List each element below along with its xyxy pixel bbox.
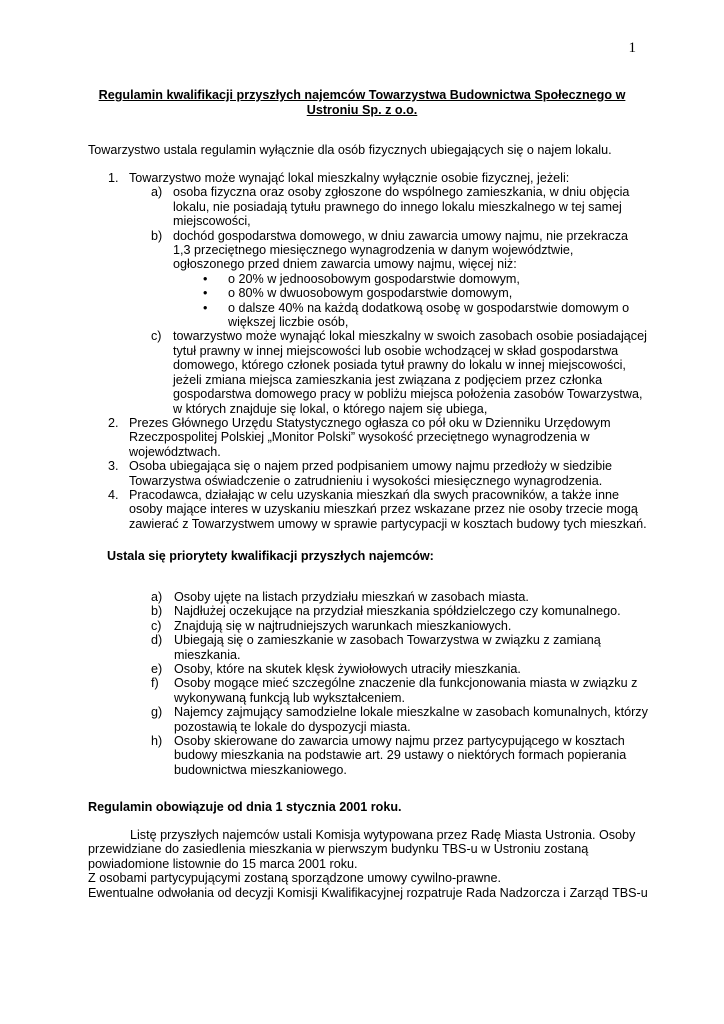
sub-item-c bbox=[88, 329, 648, 415]
priority-text: Osoby mogące mieć szczególne znaczenie dla funkcjonowania miasta w związku z wykonywaną funkcją lub wykształceniem. bbox=[174, 676, 638, 705]
list-item bbox=[88, 488, 648, 531]
list-item bbox=[88, 676, 648, 705]
item-text: Towarzystwo może wynająć lokal mieszkalny wyłącznie osobie fizycznej, jeżeli: bbox=[129, 171, 570, 185]
bullet-item bbox=[88, 286, 648, 300]
priority-text: Ubiegają się o zamieszkanie w zasobach Towarzystwa w związku z zamianą mieszkania. bbox=[174, 633, 601, 662]
list-item bbox=[88, 459, 648, 488]
list-item bbox=[88, 633, 648, 662]
list-item bbox=[88, 171, 648, 185]
item-number: 2. bbox=[108, 415, 119, 430]
section-1-list bbox=[88, 171, 648, 531]
item-text: Osoba ubiegająca się o najem przed podpisaniem umowy najmu przedłoży w siedzibie Towarzystwa oświadczenie o zatrudnieniu i wysokości miesięcznego wynagrodzenia. bbox=[129, 459, 613, 488]
list-item bbox=[88, 604, 648, 618]
priority-text: Osoby skierowane do zawarcia umowy najmu przez partycypującego w kosztach budowy mieszkania na podstawie art. 29 ustawy o niektórych formach popierania budownictwa mieszkaniowego. bbox=[174, 734, 627, 777]
sub-item-letter: a) bbox=[151, 185, 163, 200]
priority-text: Osoby, które na skutek klęsk żywiołowych utraciły mieszkania. bbox=[174, 662, 521, 677]
priority-text: Znajdują się w najtrudniejszych warunkach mieszkaniowych. bbox=[174, 618, 512, 633]
regulation-date: Regulamin obowiązuje od dnia 1 stycznia 2001 roku. bbox=[88, 800, 402, 814]
bullet-text: o 20% w jednoosobowym gospodarstwie domowym, bbox=[228, 271, 520, 286]
priority-letter: b) bbox=[151, 604, 163, 619]
list-item bbox=[88, 619, 648, 633]
priority-letter: g) bbox=[151, 705, 163, 720]
list-item bbox=[88, 662, 648, 676]
sub-item-letter: c) bbox=[151, 329, 162, 344]
list-item bbox=[88, 734, 648, 777]
final-line: Z osobami partycypującymi zostaną sporządzone umowy cywilno-prawne. bbox=[88, 871, 501, 886]
list-item bbox=[88, 590, 648, 604]
sub-item-text: osoba fizyczna oraz osoby zgłoszone do wspólnego zamieszkania, w dniu objęcia lokalu, nie posiadają tytułu prawnego do innego lokalu mieszkalnego w tej samej miejscowości, bbox=[173, 185, 630, 229]
final-line: Ewentualne odwołania od decyzji Komisji Kwalifikacyjnej rozpatruje Rada Nadzorcza i Zarząd TBS-u bbox=[88, 885, 648, 900]
priorities-list bbox=[88, 590, 648, 777]
sub-item-text: towarzystwo może wynająć lokal mieszkalny w swoich zasobach osobie posiadającej tytuł prawny w innej miejscowości lub osobie wchodzącej w skład gospodarstwa domowego, którego członek posiada tytuł prawny do lokalu w innej miejscowości, jeżeli zmiana miejsca zamieszkania jest związana z podjęciem przez członka gospodarstwa domowego pracy w pobliżu miejsca położenia zasobów Towarzystwa, w których znajduje się lokal, o którego najem się ubiega, bbox=[173, 329, 647, 416]
bullet-icon: • bbox=[203, 286, 208, 301]
page-number: 1 bbox=[628, 40, 636, 56]
list-item bbox=[88, 416, 648, 459]
priority-text: Osoby ujęte na listach przydziału mieszkań w zasobach miasta. bbox=[174, 590, 529, 604]
sub-item-letter: b) bbox=[151, 228, 163, 243]
bullet-text: o dalsze 40% na każdą dodatkową osobę w gospodarstwie domowym o większej liczbie osób, bbox=[228, 300, 630, 330]
item-number: 1. bbox=[108, 171, 119, 185]
priorities-heading: Ustala się priorytety kwalifikacji przyszłych najemców: bbox=[107, 549, 434, 563]
priority-letter: h) bbox=[151, 734, 163, 749]
document-title: Regulamin kwalifikacji przyszłych najemców Towarzystwa Budownictwa Społecznego w Ustroniu Sp. z o.o. bbox=[98, 88, 626, 117]
bullet-icon: • bbox=[203, 300, 208, 315]
priority-letter: e) bbox=[151, 662, 163, 677]
priority-text: Najdłużej oczekujące na przydział mieszkania spółdzielczego czy komunalnego. bbox=[174, 604, 621, 619]
intro-paragraph: Towarzystwo ustala regulamin wyłącznie dla osób fizycznych ubiegających się o najem lokalu. bbox=[88, 143, 612, 157]
item-number: 4. bbox=[108, 487, 119, 502]
item-text: Pracodawca, działając w celu uzyskania mieszkań dla swych pracowników, a także inne osoby mające interes w uzyskaniu mieszkań przez wskazane przez nie osoby trzecie mogą zawierać z Towarzystwem umowy w sprawie partycypacji w kosztach budowy tych mieszkań. bbox=[129, 487, 647, 531]
item-text: Prezes Głównego Urzędu Statystycznego ogłasza co pół oku w Dzienniku Urzędowym Rzeczpospolitej Polskiej „Monitor Polski” wysokość przeciętnego wynagrodzenia w województwach. bbox=[129, 415, 611, 459]
bullet-item bbox=[88, 301, 648, 330]
sub-item-a bbox=[88, 185, 648, 228]
final-section bbox=[88, 828, 648, 900]
list-item bbox=[88, 705, 648, 734]
priority-letter: f) bbox=[151, 676, 159, 691]
priority-letter: d) bbox=[151, 633, 163, 648]
bullet-text: o 80% w dwuosobowym gospodarstwie domowym, bbox=[228, 286, 513, 301]
final-paragraph: Listę przyszłych najemców ustali Komisja wytypowana przez Radę Miasta Ustronia. Osoby przewidziane do zasiedlenia mieszkania w pierwszym budynku TBS-u w Ustroniu zostaną powiadomione listownie do 15 marca 2001 roku. bbox=[88, 828, 636, 871]
priority-text: Najemcy zajmujący samodzielne lokale mieszkalne w zasobach komunalnych, którzy pozostawią te lokale do dyspozycji miasta. bbox=[174, 705, 648, 734]
bullet-icon: • bbox=[203, 271, 208, 286]
item-number: 3. bbox=[108, 459, 119, 474]
priority-letter: c) bbox=[151, 618, 162, 633]
priority-letter: a) bbox=[151, 590, 163, 604]
sub-item-text: dochód gospodarstwa domowego, w dniu zawarcia umowy najmu, nie przekracza 1,3 przeciętnego miesięcznego wynagrodzenia w danym województwie, ogłoszonego przed dniem zawarcia umowy najmu, więcej niż: bbox=[173, 228, 629, 272]
bullet-item bbox=[88, 272, 648, 286]
sub-item-b bbox=[88, 229, 648, 272]
